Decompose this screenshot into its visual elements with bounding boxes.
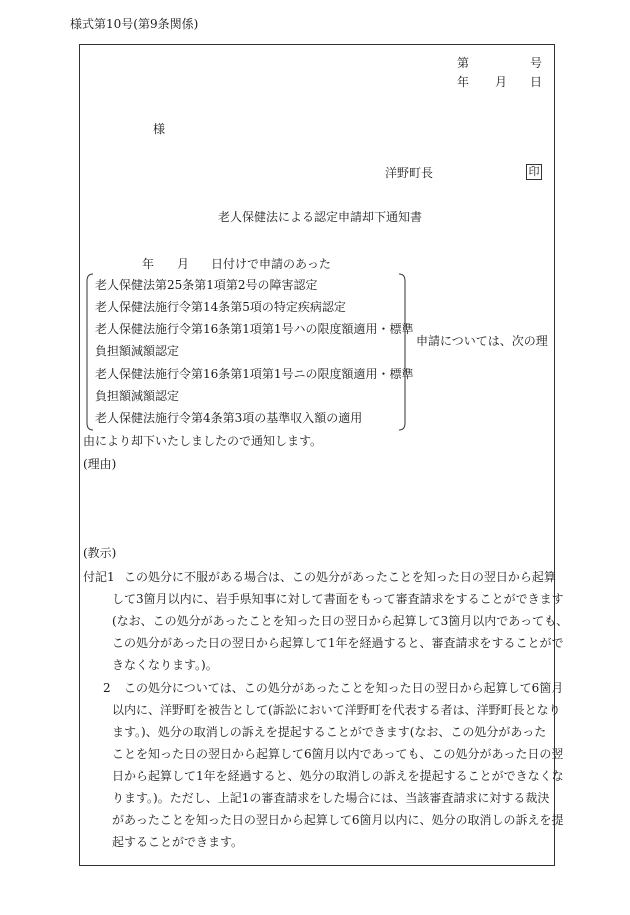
reason-label: (理由) [83, 457, 117, 471]
option-item: 老人保健法施行令第14条第5項の特定疾病認定 [95, 300, 346, 314]
issuer-name: 洋野町長 [385, 166, 434, 180]
option-item: 老人保健法第25条第1項第2号の障害認定 [95, 278, 318, 292]
note1-label: 付記1 [83, 570, 115, 584]
document-frame [79, 44, 555, 866]
seal-mark [526, 163, 542, 180]
addressee-suffix: 様 [153, 122, 166, 136]
day-label: 日 [530, 75, 543, 89]
note2-line: 日から起算して1年を経過すると、処分の取消しの訴えを提起することができなくな [112, 769, 564, 783]
app-year: 年 [142, 257, 155, 271]
note1-line: この処分に不服がある場合は、この処分があったことを知った日の翌日から起算 [124, 570, 556, 584]
document-title: 老人保健法による認定申請却下通知書 [218, 210, 423, 224]
note1-line: (なお、この処分があったことを知った日の翌日から起算して3箇月以内であっても、 [112, 614, 569, 628]
note2-line: この処分については、この処分があったことを知った日の翌日から起算して6箇月 [124, 681, 564, 695]
app-date-suffix: 日付けで申請のあった [211, 257, 331, 271]
option-item: 老人保健法施行令第16条第1項第1号ニの限度額適用・標準 [95, 367, 414, 381]
note2-label: 2 [103, 681, 111, 695]
option-item: 負担額減額認定 [95, 389, 180, 403]
note2-line: ことを知った日の翌日から起算して6箇月以内であっても、この処分があった日の翌 [112, 747, 564, 761]
continuation-text: 由により却下いたしましたので通知します。 [83, 434, 323, 448]
right-brace [397, 273, 409, 431]
app-month: 月 [177, 257, 190, 271]
note2-line: ります。)。ただし、上記1の審査請求をした場合には、当該審査請求に対する裁決 [112, 791, 550, 805]
note2-line: 起することができます。 [112, 835, 244, 849]
option-item: 老人保健法施行令第4条第3項の基準収入額の適用 [95, 411, 363, 425]
month-label: 月 [495, 75, 508, 89]
note1-line: この処分があった日の翌日から起算して1年を経過すると、審査請求をすることがで [112, 636, 564, 650]
option-item: 負担額減額認定 [95, 344, 180, 358]
number-label: 第 [457, 56, 470, 70]
note2-line: があったことを知った日の翌日から起算して6箇月以内に、処分の取消しの訴えを提 [112, 813, 564, 827]
number-suffix: 号 [530, 56, 543, 70]
seal-glyph: 印 [526, 164, 542, 180]
year-label: 年 [457, 75, 470, 89]
note1-line: して3箇月以内に、岩手県知事に対して書面をもって審査請求をすることができます [112, 592, 564, 606]
option-item: 老人保健法施行令第16条第1項第1号ハの限度額適用・標準 [95, 322, 414, 336]
instruction-label: (教示) [83, 546, 117, 560]
note2-line: 以内に、洋野町を被告として(訴訟において洋野町を代表する者は、洋野町長となり [112, 703, 561, 717]
left-brace [83, 273, 95, 431]
note2-line: ます。)、処分の取消しの訴えを提起することができます(なお、この処分があった [112, 725, 547, 739]
right-text: 申請については、次の理 [416, 334, 548, 348]
note1-line: きなくなります。)。 [112, 658, 218, 672]
form-number: 様式第10号(第9条関係) [70, 17, 199, 31]
